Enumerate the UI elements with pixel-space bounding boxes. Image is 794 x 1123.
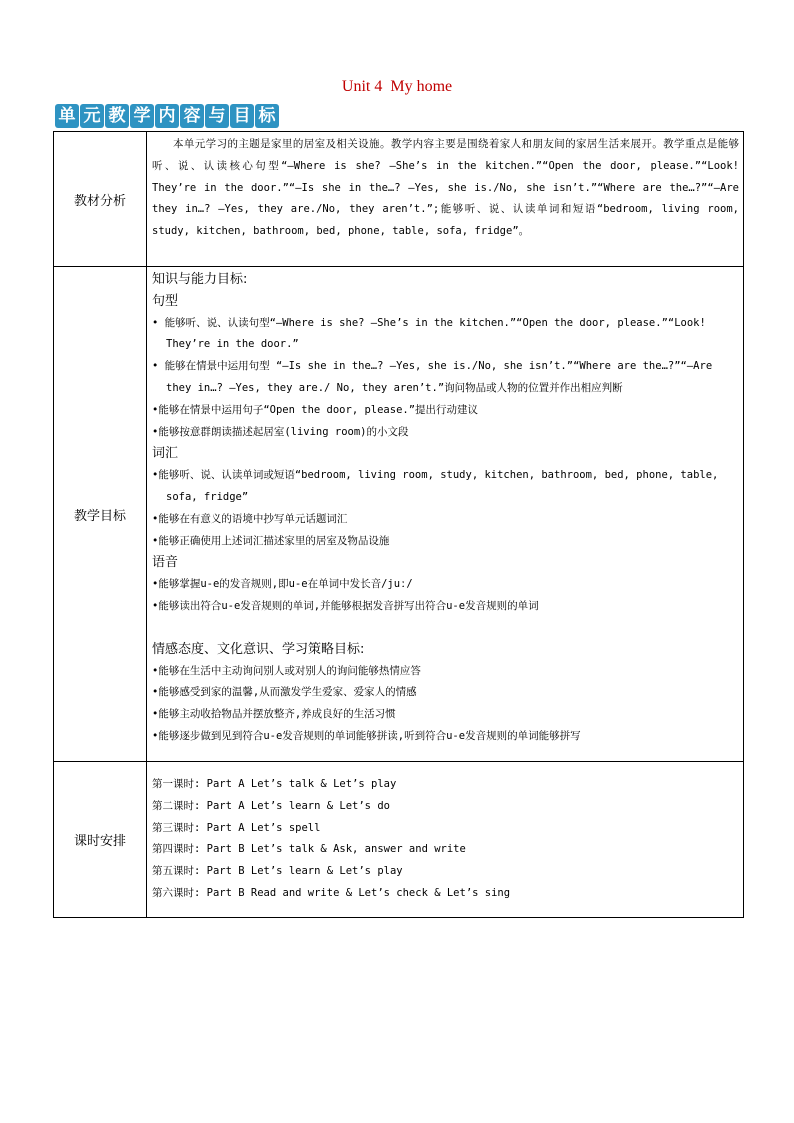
lesson-item: 第六课时: Part B Read and write & Let’s check & Let’s sing <box>152 886 511 899</box>
banner-char: 与 <box>205 104 229 128</box>
document-title: Unit 4 My home <box>341 78 453 95</box>
lesson-item: 第五课时: Part B Let’s learn & Let’s play <box>152 865 403 878</box>
schedule-content <box>147 762 743 917</box>
row-schedule <box>54 762 744 918</box>
banner-char: 单 <box>55 104 79 128</box>
goal-item: •能够读出符合u-e发音规则的单词,并能够根据发音拼写出符合u-e发音规则的单词 <box>152 599 539 612</box>
goals-content <box>147 267 743 761</box>
goal-item: •能够在情景中运用句子“Open the door, please.”提出行动建议 <box>152 403 479 416</box>
heading-affect: 情感态度、文化意识、学习策略目标: <box>152 641 365 657</box>
lesson-item: 第一课时: Part A Let’s talk & Let’s play <box>152 778 397 790</box>
banner-char: 标 <box>255 104 279 128</box>
goals-cell <box>147 267 744 762</box>
lesson-item: 第三课时: Part A Let’s spell <box>152 821 321 834</box>
heading-knowledge: 知识与能力目标: <box>152 272 248 287</box>
goal-item: •能够按意群朗读描述起居室(living room)的小文段 <box>152 425 409 438</box>
row-label-schedule: 课时安排 <box>54 762 147 918</box>
analysis-cell <box>147 132 744 267</box>
row-goals <box>54 267 744 762</box>
spacer <box>152 618 739 639</box>
banner-char: 容 <box>180 104 204 128</box>
goal-item: •能够在生活中主动询问别人或对别人的询问能够热情应答 <box>152 664 421 677</box>
goal-item: •能够在有意义的语境中抄写单元话题词汇 <box>152 512 348 525</box>
unit-plan-table <box>53 131 744 918</box>
row-label-analysis: 教材分析 <box>54 132 147 267</box>
goal-item: •能够主动收拾物品并摆放整齐,养成良好的生活习惯 <box>152 708 396 721</box>
goal-item: • 能够在情景中运用句型 “—Is she in the…? —Yes, she is./No, she isn’t.”“Where are the…?”“—Are they in…? —Yes, they are./ No, they aren’t.”询问物品或人物的位置并作出相应判断 <box>152 360 713 394</box>
banner-char: 内 <box>155 104 179 128</box>
section-banner <box>55 104 280 130</box>
subheading-phonics: 语音 <box>152 555 179 571</box>
goal-item: •能够逐步做到见到符合u-e发音规则的单词能够拼读,听到符合u-e发音规则的单词能够拼写 <box>152 729 581 742</box>
lesson-item: 第二课时: Part A Let’s learn & Let’s do <box>152 799 390 812</box>
goal-item: •能够掌握u-e的发音规则,即u-e在单词中发长音/juː/ <box>152 578 413 591</box>
lesson-item: 第四课时: Part B Let’s talk & Ask, answer and write <box>152 843 466 856</box>
goal-item: •能够感受到家的温馨,从而激发学生爱家、爱家人的情感 <box>152 686 417 699</box>
banner-char: 元 <box>80 104 104 128</box>
banner-char: 学 <box>130 104 154 128</box>
analysis-text: 本单元学习的主题是家里的居室及相关设施。教学内容主要是围绕着家人和朋友间的家居生活来展开。教学重点是能够听、说、认读核心句型“—Where is she? —She’s in the kitchen.”“Open the door, please.”“Look! They’re in the door.”“—Is she in the…? —Yes, she is./No, she isn’t.”“Where are the…?”“—Are they in…? —Yes, they are./No, they aren’t.”;能够听、说、认读单词和短语“bedroom, living room, study, kitchen, bathroom, bed, phone, table, sofa, fridge”。 <box>152 138 739 238</box>
subheading-sentences: 句型 <box>152 293 179 309</box>
subheading-vocab: 词汇 <box>152 446 179 462</box>
goal-item: • 能够听、说、认读句型“—Where is she? —She’s in the kitchen.”“Open the door, please.”“Look! They’re in the door.” <box>152 316 706 351</box>
banner-char: 教 <box>105 104 129 128</box>
row-analysis <box>54 132 744 267</box>
banner-char: 目 <box>230 104 254 128</box>
goal-item: •能够正确使用上述词汇描述家里的居室及物品设施 <box>152 534 390 547</box>
goal-item: •能够听、说、认读单词或短语“bedroom, living room, study, kitchen, bathroom, bed, phone, table, sofa, fridge” <box>152 469 719 503</box>
row-label-goals: 教学目标 <box>54 267 147 762</box>
schedule-cell <box>147 762 744 918</box>
